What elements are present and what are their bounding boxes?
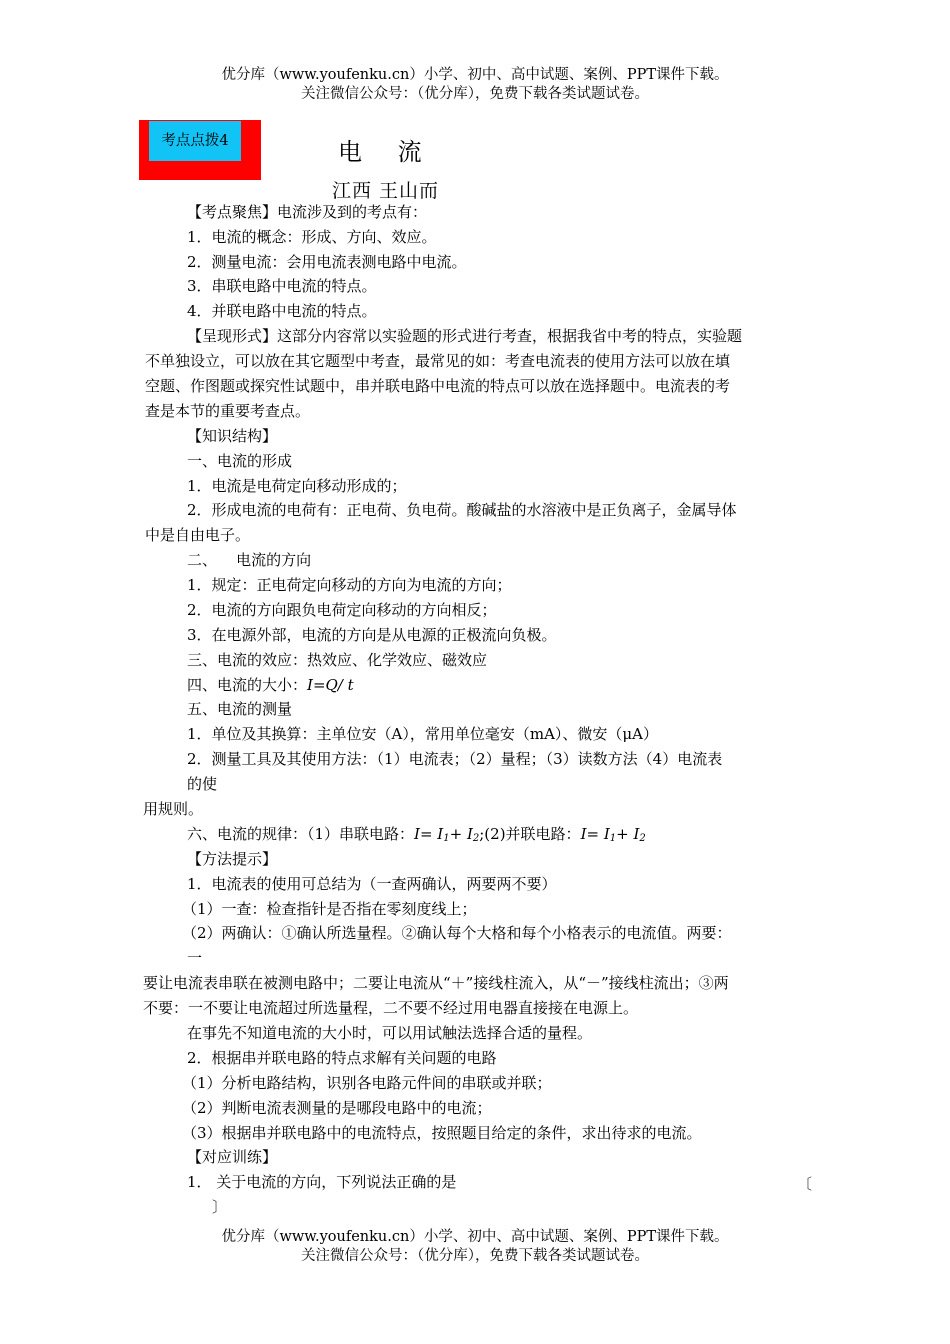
knowledge-s5-1: 1．单位及其换算：主单位安（A），常用单位毫安（mA）、微安（μA） bbox=[187, 725, 659, 743]
knowledge-s5-2c: 用规则。 bbox=[143, 800, 204, 818]
focus-item-3: 3．串联电路中电流的特点。 bbox=[187, 277, 377, 295]
knowledge-s5: 五、电流的测量 bbox=[187, 700, 293, 718]
knowledge-heading: 【知识结构】 bbox=[187, 427, 278, 445]
answer-bracket-open: 〔 bbox=[797, 1175, 813, 1193]
method-m1-2c: 要让电流表串联在被测电路中；二要让电流从“＋”接线柱流入，从“－”接线柱流出；③两 bbox=[143, 974, 729, 992]
knowledge-s5-2b: 的使 bbox=[187, 775, 218, 793]
knowledge-s4-label: 四、电流的大小： bbox=[187, 676, 308, 694]
page-header bbox=[0, 66, 950, 104]
knowledge-s2: 二、 电流的方向 bbox=[187, 551, 312, 569]
knowledge-s1-1: 1．电流是电荷定向移动形成的； bbox=[187, 477, 407, 495]
knowledge-s4 bbox=[187, 675, 354, 695]
knowledge-s6-mid: ;(2)并联电路： bbox=[479, 825, 581, 843]
answer-bracket-close: 〕 bbox=[212, 1198, 228, 1216]
method-heading: 【方法提示】 bbox=[187, 850, 278, 868]
method-m2-3: （3）根据串并联电路中的电流特点，按照题目给定的条件，求出待求的电流。 bbox=[182, 1124, 702, 1142]
practice-heading: 【对应训练】 bbox=[187, 1148, 278, 1166]
method-m2-1: （1）分析电路结构，识别各电路元件间的串联或并联； bbox=[182, 1074, 552, 1092]
focus-item-4: 4．并联电路中电流的特点。 bbox=[187, 302, 377, 320]
knowledge-s1-2b: 中是自由电子。 bbox=[145, 526, 251, 544]
practice-q1: 1． 关于电流的方向，下列说法正确的是 bbox=[187, 1173, 457, 1191]
knowledge-s5-2a: 2．测量工具及其使用方法：（1）电流表；（2）量程；（3）读数方法（4）电流表 bbox=[187, 750, 723, 768]
knowledge-s6-label: 六、电流的规律：（1）串联电路： bbox=[187, 825, 415, 843]
knowledge-s2-2: 2．电流的方向跟负电荷定向移动的方向相反； bbox=[187, 601, 497, 619]
author-line: 江西 王山而 bbox=[332, 180, 440, 202]
method-m1-2a: （2）两确认：①确认所选量程。②确认每个大格和每个小格表示的电流值。两要： bbox=[182, 924, 732, 942]
header-line-2: 关注微信公众号：（优分库），免费下载各类试题试卷。 bbox=[301, 86, 649, 102]
knowledge-s3: 三、电流的效应：热效应、化学效应、磁效应 bbox=[187, 651, 488, 669]
knowledge-s2-1: 1．规定：正电荷定向移动的方向为电流的方向； bbox=[187, 576, 512, 594]
method-m1-2d: 不要：一不要让电流超过所选量程，二不要不经过用电器直接接在电源上。 bbox=[143, 999, 639, 1017]
knowledge-s2-3: 3．在电源外部，电流的方向是从电源的正极流向负极。 bbox=[187, 626, 557, 644]
series-formula: $I= I_1+ I_2$ bbox=[414, 825, 480, 844]
footer-line-2: 关注微信公众号：（优分库），免费下载各类试题试卷。 bbox=[301, 1248, 649, 1264]
footer-line-1: 优分库（www.youfenku.cn）小学、初中、高中试题、案例、PPT课件下载。 bbox=[221, 1229, 729, 1245]
header-line-1: 优分库（www.youfenku.cn）小学、初中、高中试题、案例、PPT课件下载。 bbox=[221, 67, 729, 83]
method-m2-2: （2）判断电流表测量的是哪段电路中的电流； bbox=[182, 1099, 492, 1117]
focus-item-2: 2．测量电流：会用电流表测电路中电流。 bbox=[187, 253, 467, 271]
form-line-3: 空题、作图题或探究性试题中，串并联电路中电流的特点可以放在选择题中。电流表的考 bbox=[145, 377, 731, 395]
current-formula: I=Q/ t bbox=[307, 676, 354, 694]
parallel-formula: $I= I_1+ I_2$ bbox=[580, 825, 646, 844]
method-m1-3: 在事先不知道电流的大小时，可以用试触法选择合适的量程。 bbox=[187, 1024, 593, 1042]
knowledge-s1: 一、电流的形成 bbox=[187, 452, 293, 470]
page-footer bbox=[0, 1228, 950, 1266]
focus-item-1: 1．电流的概念：形成、方向、效应。 bbox=[187, 228, 437, 246]
focus-heading: 【考点聚焦】电流涉及到的考点有： bbox=[187, 203, 428, 221]
form-line-2: 不单独设立，可以放在其它题型中考查，最常见的如：考查电流表的使用方法可以放在填 bbox=[145, 352, 731, 370]
knowledge-s1-2a: 2．形成电流的电荷有：正电荷、负电荷。酸碱盐的水溶液中是正负离子，金属导体 bbox=[187, 501, 737, 519]
page-title: 电 流 bbox=[338, 138, 436, 166]
method-m1-2b: 一 bbox=[187, 949, 203, 967]
method-m2: 2．根据串并联电路的特点求解有关问题的电路 bbox=[187, 1049, 497, 1067]
form-line-4: 查是本节的重要考查点。 bbox=[145, 402, 311, 420]
knowledge-s6 bbox=[187, 824, 646, 849]
method-m1: 1．电流表的使用可总结为（一查两确认，两要两不要） bbox=[187, 875, 557, 893]
topic-badge-label: 考点点拨4 bbox=[149, 121, 241, 161]
form-line-1: 【呈现形式】这部分内容常以实验题的形式进行考查，根据我省中考的特点，实验题 bbox=[187, 327, 743, 345]
method-m1-1: （1）一查：检查指针是否指在零刻度线上； bbox=[182, 900, 477, 918]
topic-badge bbox=[139, 120, 261, 180]
